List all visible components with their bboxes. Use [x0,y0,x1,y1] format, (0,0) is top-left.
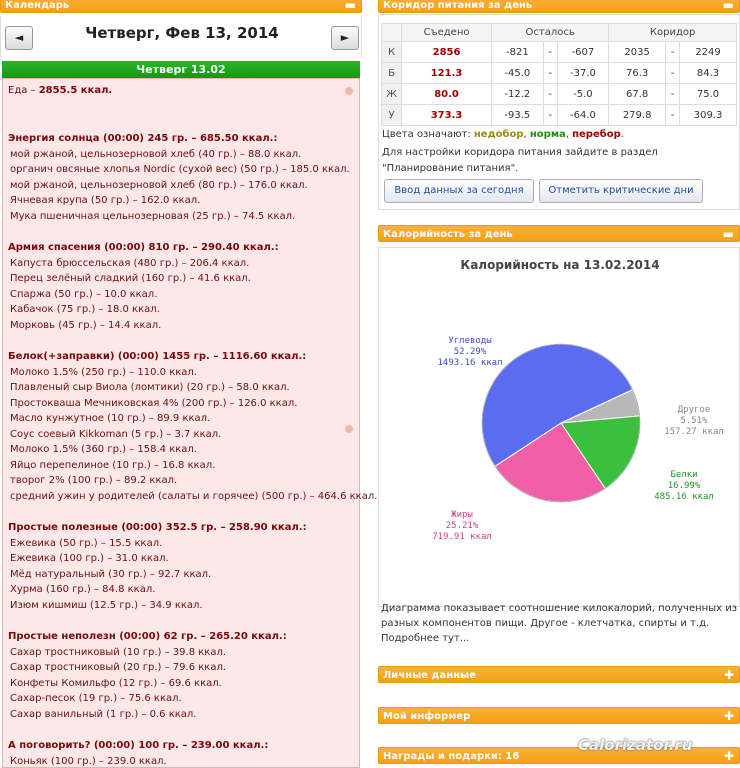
col-corridor: Коридор [609,24,737,42]
food-item: Сахар тростниковый (20 гр.) – 79.6 ккал. [10,662,227,673]
food-item: Спаржа (50 гр.) – 10.0 ккал. [10,288,158,300]
row-label: К [382,42,402,63]
corridor-min: 279.8 [609,105,666,126]
eaten-value: 2856 [402,42,492,63]
pie-label-name: Другое [677,405,711,415]
meal-group-header: Белок(+заправки) (00:00) 1455 гр. – 1116.60 ккал.: [8,351,307,362]
calendar-panel-header[interactable] [0,0,362,13]
sep: , [565,129,573,140]
dash: - [666,105,680,126]
left-max: -64.0 [557,105,609,126]
dash: - [666,42,680,63]
pie-label-value-label: 1493.16 ккал [437,358,503,368]
corridor-table [381,23,737,126]
corridor-max: 84.3 [680,63,737,84]
left-max: -607 [557,42,609,63]
color-norm: норма [529,129,566,140]
food-item: Сахар тростниковый (10 гр.) – 39.8 ккал. [10,646,227,658]
corridor-row [382,105,737,126]
col-eaten: Съедено [402,24,492,42]
food-item: Плавленый сыр Виола (ломтики) (20 гр.) – 58.0 ккал. [10,382,290,393]
calories-panel-header[interactable] [378,225,740,242]
pie-label-value-label: 719.91 ккал [432,532,492,542]
pie-label-name: Белки [670,470,698,480]
food-item: Кабачок (75 гр.) – 18.0 ккал. [10,304,160,315]
corridor-row [382,63,737,84]
calories-panel-title: Калорийность за день [383,229,513,240]
pie-label-percent: 25.21% [445,521,479,531]
eaten-value: 80.0 [402,84,492,105]
pie-label [641,470,727,503]
corridor-max: 75.0 [680,84,737,105]
pie-label [419,510,505,543]
corridor-table-header [382,24,737,42]
watermark: Calorizator.ru [578,736,693,754]
corner-cell [382,24,402,42]
food-item: Коньяк (100 гр.) – 239.0 ккал. [10,755,167,767]
meal-group-header: Энергия солнца (00:00) 245 гр. – 685.50 ккал.: [8,133,278,144]
sep: , [523,129,530,140]
row-label: У [382,105,402,126]
plus-icon[interactable]: ✚ [723,709,734,723]
food-item: Яйцо перепелиное (10 гр.) – 16.8 ккал. [10,459,216,471]
informer-panel[interactable] [378,707,740,724]
informer-title: Мой информер [383,711,471,722]
day-food-list [2,78,378,768]
calendar-date-title: Четверг, Фев 13, 2014 [85,24,279,42]
dash: - [543,105,557,126]
food-item: Молоко 1.5% (250 гр.) – 110.0 ккал. [10,366,197,378]
food-item: Изюм кишмиш (12.5 гр.) – 34.9 ккал. [10,599,203,611]
food-item: Молоко 1.5% (360 гр.) – 158.4 ккал. [10,444,197,455]
left-min: -821 [492,42,544,63]
pie-label-name: Жиры [451,510,473,520]
food-item: Мёд натуральный (30 гр.) – 92.7 ккал. [10,568,212,580]
corridor-min: 67.8 [609,84,666,105]
calories-chart-panel [378,247,740,607]
meal-group-header: Простые полезные (00:00) 352.5 гр. – 258.90 ккал.: [8,522,307,533]
row-label: Ж [382,84,402,105]
color-legend [382,129,624,140]
calendar-panel-title: Календарь [5,0,70,11]
pie-label-name: Углеводы [448,336,492,346]
edit-icon[interactable] [345,425,353,433]
left-max: -37.0 [557,63,609,84]
pie-label [651,405,737,438]
food-item: Простокваша Мечниковская 4% (200 гр.) – 126.0 ккал. [10,397,298,409]
food-item: Сахар ванильный (1 гр.) – 0.6 ккал. [10,708,197,720]
dash: - [543,63,557,84]
corridor-max: 309.3 [680,105,737,126]
minus-icon[interactable]: ▬ [344,0,356,12]
food-item: Капуста брюссельская (480 гр.) – 206.4 ккал. [10,257,250,269]
food-item: средний ужин у родителей (салаты и горячее) (500 гр.) – 464.6 ккал. [10,490,378,502]
day-total [8,85,112,96]
left-max: -5.0 [557,84,609,105]
chart-description: Диаграмма показывает соотношение килокалорий, полученных из разных компонентов пищи. Другое - клетчатка, спирты и т.д. Подробнее тут... [381,603,738,644]
enter-today-button[interactable]: Ввод данных за сегодня [384,179,534,203]
corridor-min: 2035 [609,42,666,63]
dash: - [666,63,680,84]
pie-label-percent: 52.29% [453,347,487,357]
food-item: мой ржаной, цельнозерновой хлеб (80 гр.) – 176.0 ккал. [10,179,308,191]
prev-day-button[interactable]: ◄ [5,26,33,50]
personal-data-panel[interactable] [378,666,740,683]
food-item: Ячневая крупа (50 гр.) – 162.0 ккал. [10,195,201,206]
food-item: Хурма (160 гр.) – 84.8 ккал. [10,584,156,595]
corridor-panel-header[interactable] [378,0,740,13]
dash: - [666,84,680,105]
corridor-row [382,42,737,63]
food-item: органич овсяные хлопья Nordic (сухой вес) (50 гр.) – 185.0 ккал. [10,164,350,175]
color-low: недобор [473,129,524,140]
food-item: Сахар-песок (19 гр.) – 75.6 ккал. [10,693,182,704]
pie-label-percent: 16.99% [667,481,701,491]
meal-group-header: Армия спасения (00:00) 810 гр. – 290.40 ккал.: [8,242,279,253]
chart-title: Калорийность на 13.02.2014 [460,258,660,272]
corridor-panel-title: Коридор питания за день [383,0,533,11]
mark-critical-days-button[interactable]: Отметить критические дни [539,179,703,203]
minus-icon[interactable]: ▬ [722,227,734,241]
dash: - [543,84,557,105]
end: . [620,129,624,140]
food-item: Конфеты Комильфо (12 гр.) – 69.6 ккал. [10,677,222,689]
corridor-max: 2249 [680,42,737,63]
food-item: Морковь (45 гр.) – 14.4 ккал. [10,319,162,331]
pie-label [427,336,513,369]
color-legend-prefix: Цвета означают: [382,129,474,140]
corridor-row [382,84,737,105]
food-item: Ежевика (50 гр.) – 15.5 ккал. [10,537,163,549]
food-item: Ежевика (100 гр.) – 31.0 ккал. [10,553,169,564]
left-min: -12.2 [492,84,544,105]
total-label: Еда – [8,85,39,96]
pie-label-value-label: 157.27 ккал [664,427,724,437]
food-item: Масло кунжутное (10 гр.) – 89.9 ккал. [10,413,211,424]
calendar-nav [0,16,362,58]
color-over: перебор [572,129,621,140]
food-item: Соус соевый Kikkoman (5 гр.) – 3.7 ккал. [10,428,222,440]
eaten-value: 121.3 [402,63,492,84]
row-label: Б [382,63,402,84]
day-header: Четверг 13.02 [2,61,360,78]
corridor-panel [378,14,740,210]
meal-group-header: А поговорить? (00:00) 100 гр. – 239.00 ккал.: [8,740,269,751]
meal-group-header: Простые неполезн (00:00) 62 гр. – 265.20 ккал.: [8,631,287,642]
minus-icon[interactable]: ▬ [722,0,734,12]
edit-icon[interactable] [345,87,353,95]
food-item: Мука пшеничная цельнозерновая (25 гр.) – 74.5 ккал. [10,210,296,222]
pie-label-percent: 5.51% [680,416,708,426]
corridor-min: 76.3 [609,63,666,84]
food-item: творог 2% (100 гр.) – 89.2 ккал. [10,475,178,486]
total-value: 2855.5 ккал. [38,85,113,96]
corridor-hint-1: Для настройки коридора питания зайдите в раздел [382,147,658,158]
pie-label-value-label: 485.16 ккал [654,492,714,502]
plus-icon[interactable]: ✚ [723,668,734,682]
food-item: мой ржаной, цельнозерновой хлеб (40 гр.) – 88.0 ккал. [10,148,302,160]
right-column [378,0,740,768]
left-min: -93.5 [492,105,544,126]
next-day-button[interactable]: ► [331,26,359,50]
food-item: Перец зелёный сладкий (160 гр.) – 41.6 ккал. [10,273,251,284]
awards-title: Награды и подарки: 16 [383,751,520,762]
dash: - [543,42,557,63]
left-min: -45.0 [492,63,544,84]
col-left: Осталось [492,24,609,42]
plus-icon[interactable]: ✚ [723,749,734,763]
corridor-hint-2: "Планирование питания". [382,163,519,174]
eaten-value: 373.3 [402,105,492,126]
personal-data-title: Личные данные [383,670,476,681]
